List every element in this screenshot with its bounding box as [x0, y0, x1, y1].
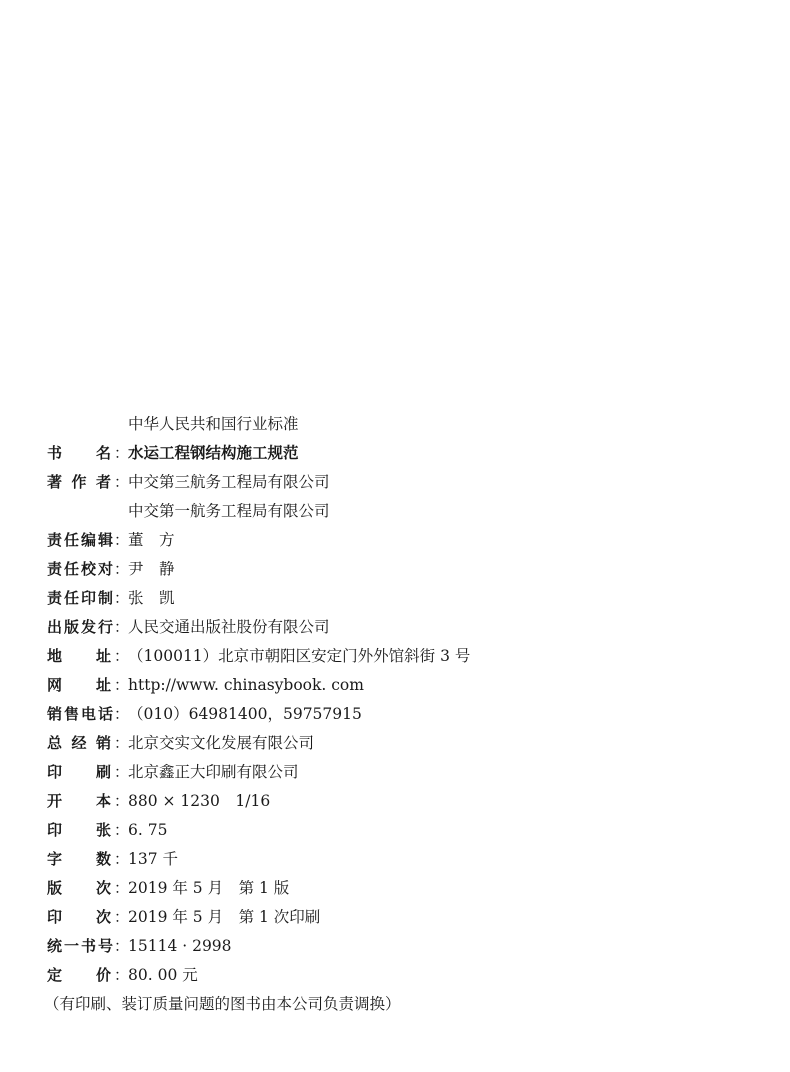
field-label-char: 印 — [80, 589, 96, 607]
field-colon: ： — [114, 937, 130, 955]
field-label-char: 辑 — [97, 531, 113, 549]
field-value: 北京交实文化发展有限公司 — [128, 734, 315, 752]
field-row — [0, 613, 790, 642]
field-value: 尹 静 — [128, 560, 175, 578]
field-label — [47, 874, 111, 903]
field-colon: ： — [114, 531, 130, 549]
field-label-char: 责 — [47, 560, 63, 578]
field-label-char: 出 — [47, 618, 63, 636]
field-row — [0, 584, 790, 613]
field-label-char: 售 — [63, 705, 79, 723]
field-value: 北京鑫正大印刷有限公司 — [128, 763, 299, 781]
field-value: 2019 年 5 月 第 1 版 — [128, 879, 290, 897]
field-label-char: 字 — [47, 850, 63, 868]
field-label-char: 著 — [47, 473, 63, 491]
field-label-char: 本 — [95, 792, 111, 810]
field-label — [47, 845, 111, 874]
field-label-char: 责 — [47, 531, 63, 549]
field-value: 水运工程钢结构施工规范 — [128, 444, 299, 462]
field-label-char: 印 — [47, 763, 63, 781]
field-label — [47, 439, 111, 468]
field-label-char: 数 — [95, 850, 111, 868]
field-label-char: 版 — [47, 879, 63, 897]
return-note: （有印刷、装订质量问题的图书由本公司负责调换） — [44, 995, 401, 1013]
field-value: 中交第一航务工程局有限公司 — [128, 502, 330, 520]
field-label — [47, 671, 111, 700]
field-row — [0, 526, 790, 555]
cip-block — [0, 410, 790, 1019]
field-value: 人民交通出版社股份有限公司 — [128, 618, 330, 636]
field-label-char: 号 — [97, 937, 113, 955]
field-value: 中交第三航务工程局有限公司 — [128, 473, 330, 491]
field-row — [0, 439, 790, 468]
field-label-char: 一 — [63, 937, 79, 955]
field-colon: ： — [114, 444, 130, 462]
field-value: 张 凯 — [128, 589, 175, 607]
field-colon: ： — [114, 705, 130, 723]
field-label — [47, 729, 111, 758]
field-label-char: 总 — [47, 734, 63, 752]
field-label-char: 网 — [47, 676, 63, 694]
field-label-char: 任 — [63, 531, 79, 549]
field-label-char: 者 — [95, 473, 111, 491]
field-label-char: 作 — [71, 473, 87, 491]
fields-list — [0, 439, 790, 990]
field-colon: ： — [114, 966, 130, 984]
field-label-char: 印 — [47, 821, 63, 839]
field-row — [0, 671, 790, 700]
field-label-char: 销 — [95, 734, 111, 752]
field-label-char: 张 — [95, 821, 111, 839]
field-label-char: 经 — [71, 734, 87, 752]
field-colon: ： — [114, 850, 130, 868]
field-label-char: 销 — [47, 705, 63, 723]
field-colon: ： — [114, 589, 130, 607]
field-row — [0, 642, 790, 671]
field-label-char: 电 — [80, 705, 96, 723]
field-label — [47, 584, 113, 613]
field-row — [0, 787, 790, 816]
field-label-char: 任 — [63, 560, 79, 578]
field-label — [47, 903, 111, 932]
field-label-char: 地 — [47, 647, 63, 665]
field-row — [0, 468, 790, 497]
field-label — [47, 932, 113, 961]
field-label — [47, 526, 113, 555]
field-label — [47, 700, 113, 729]
field-label-char: 印 — [47, 908, 63, 926]
field-label-char: 责 — [47, 589, 63, 607]
field-label-char: 版 — [63, 618, 79, 636]
field-label-char: 址 — [95, 676, 111, 694]
field-value: （010）64981400，59757915 — [128, 705, 362, 723]
field-colon: ： — [114, 473, 130, 491]
field-label — [47, 961, 111, 990]
field-row — [0, 816, 790, 845]
standard-row — [0, 410, 790, 439]
field-label-char: 制 — [97, 589, 113, 607]
note-row — [0, 990, 790, 1019]
field-label-char: 对 — [97, 560, 113, 578]
field-label — [47, 613, 113, 642]
field-label — [47, 816, 111, 845]
field-label-char: 任 — [63, 589, 79, 607]
field-row — [0, 845, 790, 874]
field-colon: ： — [114, 734, 130, 752]
field-value: 137 千 — [128, 850, 179, 868]
field-colon: ： — [114, 676, 130, 694]
field-colon: ： — [114, 879, 130, 897]
field-label-char: 书 — [80, 937, 96, 955]
field-colon: ： — [114, 618, 130, 636]
field-label-char: 开 — [47, 792, 63, 810]
field-label-char: 校 — [80, 560, 96, 578]
standard-line: 中华人民共和国行业标准 — [128, 415, 299, 433]
field-value: 6. 75 — [128, 821, 168, 839]
field-row — [0, 729, 790, 758]
field-colon: ： — [114, 763, 130, 781]
field-label-char: 次 — [95, 908, 111, 926]
field-colon: ： — [114, 821, 130, 839]
field-row — [0, 555, 790, 584]
field-value: 2019 年 5 月 第 1 次印刷 — [128, 908, 321, 926]
field-label-char: 书 — [47, 444, 63, 462]
field-label — [47, 555, 113, 584]
field-label-char: 编 — [80, 531, 96, 549]
field-colon: ： — [114, 792, 130, 810]
field-label — [47, 758, 111, 787]
field-row — [0, 961, 790, 990]
field-row — [0, 700, 790, 729]
field-colon: ： — [114, 647, 130, 665]
field-label — [47, 787, 111, 816]
field-row — [0, 758, 790, 787]
field-row — [0, 874, 790, 903]
field-label-char: 发 — [80, 618, 96, 636]
field-row — [0, 903, 790, 932]
field-label-char: 话 — [97, 705, 113, 723]
field-label-char: 次 — [95, 879, 111, 897]
field-row — [0, 497, 790, 526]
field-label-char: 定 — [47, 966, 63, 984]
field-colon: ： — [114, 560, 130, 578]
field-value: 15114 · 2998 — [128, 937, 232, 955]
field-label-char: 刷 — [95, 763, 111, 781]
field-value: 880 × 1230 1/16 — [128, 792, 271, 810]
field-value: 董 方 — [128, 531, 175, 549]
field-label-char: 名 — [95, 444, 111, 462]
field-label — [47, 642, 111, 671]
field-label-char: 价 — [95, 966, 111, 984]
field-row — [0, 932, 790, 961]
field-value: （100011）北京市朝阳区安定门外外馆斜街 3 号 — [128, 647, 471, 665]
field-label-char: 行 — [97, 618, 113, 636]
field-value: http://www. chinasybook. com — [128, 676, 364, 694]
field-label-char: 址 — [95, 647, 111, 665]
field-label — [47, 468, 111, 497]
field-colon: ： — [114, 908, 130, 926]
field-label-char: 统 — [47, 937, 63, 955]
field-value: 80. 00 元 — [128, 966, 198, 984]
